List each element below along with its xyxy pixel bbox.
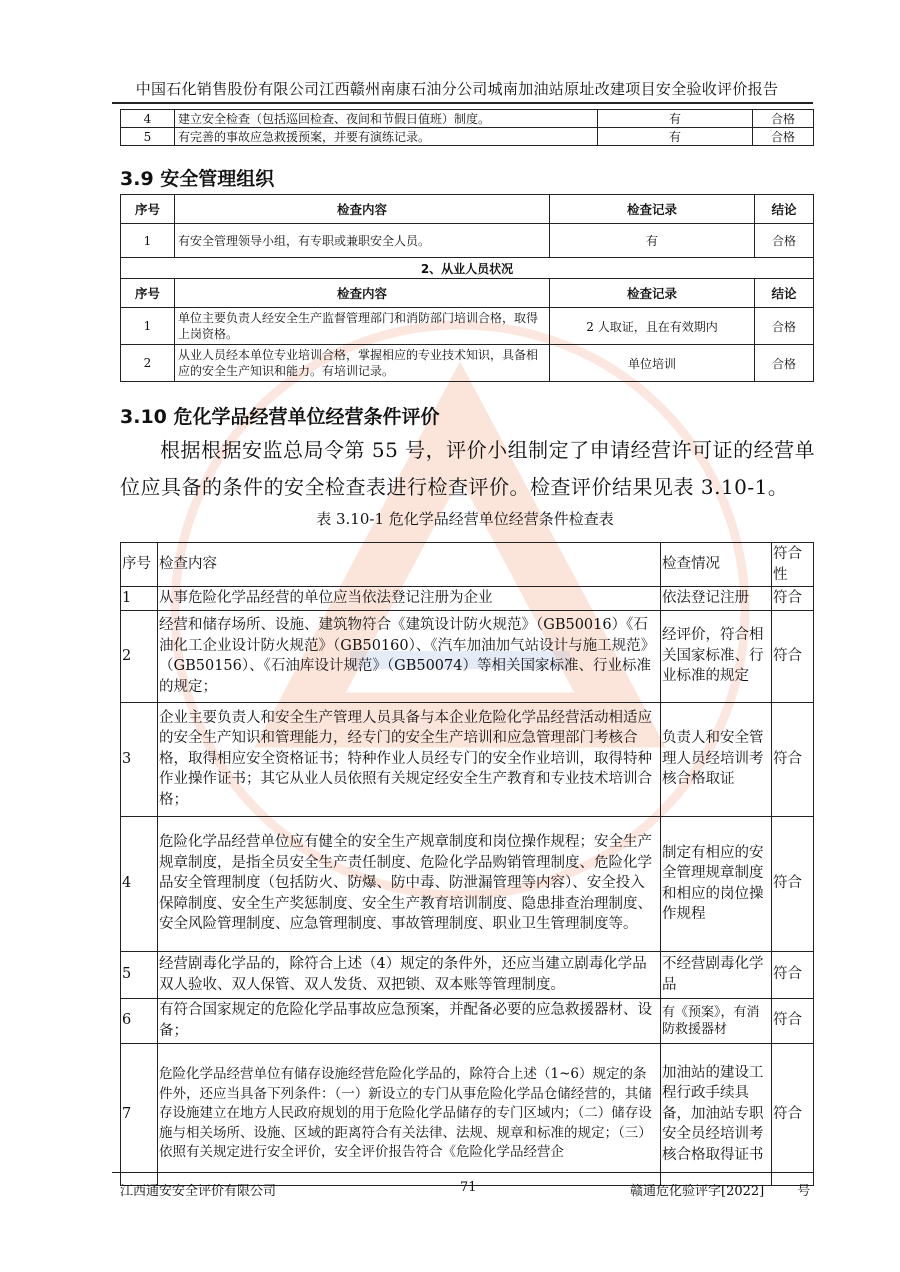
table-caption: 表 3.10-1 危化学品经营单位经营条件检查表 (316, 510, 614, 528)
cell-content: 单位主要负责人经安全生产监督管理部门和消防部门培训合格，取得上岗资格。 (175, 308, 550, 345)
cell-status: 制定有相应的安全管理规章制度和相应的岗位操作规程 (661, 816, 772, 951)
cell-status: 负责人和安全管理人员经培训考核合格取证 (661, 702, 772, 816)
cell-result: 符合 (772, 951, 814, 998)
cell-record: 2 人取证，且在有效期内 (550, 308, 755, 345)
cell-status: 依法登记注册 (661, 587, 772, 611)
cell-no: 1 (121, 308, 175, 345)
cell-no: 4 (121, 110, 175, 128)
cell-result: 符合 (772, 998, 814, 1043)
table-header-row (121, 279, 814, 308)
cell-record: 单位培训 (550, 345, 755, 382)
col-header-no: 序号 (121, 279, 175, 308)
cell-no: 7 (121, 1043, 158, 1185)
col-header-content: 检查内容 (175, 195, 550, 224)
cell-result: 符合 (772, 610, 814, 702)
table-row (121, 998, 814, 1043)
table-row (121, 587, 814, 611)
table-3-10-1 (120, 542, 814, 1186)
col-header-result: 结论 (755, 279, 814, 308)
cell-record: 有 (598, 128, 753, 146)
cell-no: 2 (121, 610, 158, 702)
table-row (121, 816, 814, 951)
cell-content: 有安全管理领导小组，有专职或兼职安全人员。 (175, 224, 550, 258)
table-row (121, 1043, 814, 1185)
footer-page-number: 71 (460, 1180, 477, 1195)
col-header-result: 符合性 (772, 543, 814, 587)
section-3-10-paragraph (120, 432, 820, 506)
table-row (121, 128, 814, 146)
table-prev (120, 109, 814, 146)
cell-result: 合格 (755, 224, 814, 258)
cell-result: 合格 (755, 308, 814, 345)
footer-company: 江西通安安全评价有限公司 (120, 1184, 277, 1199)
col-header-result: 结论 (755, 195, 814, 224)
cell-no: 6 (121, 998, 158, 1043)
cell-no: 5 (121, 128, 175, 146)
cell-status: 不经营剧毒化学品 (661, 951, 772, 998)
col-header-status: 检查情况 (661, 543, 772, 587)
paragraph-text: 根据根据安监总局令第 55 号，评价小组制定了申请经营许可证的经营单位应具备的条件的安全检查表进行检查评价。检查评价结果见表 3.10-1。 (120, 438, 816, 499)
cell-status: 有《预案》，有消防救援器材 (661, 998, 772, 1043)
cell-content: 建立安全检查（包括巡回检查、夜间和节假日值班）制度。 (175, 110, 598, 128)
cell-result: 合格 (753, 128, 814, 146)
col-header-content: 检查内容 (175, 279, 550, 308)
table-row (121, 702, 814, 816)
table-row (121, 951, 814, 998)
table-row (121, 110, 814, 128)
cell-result: 合格 (753, 110, 814, 128)
running-header: 中国石化销售股份有限公司江西赣州南康石油分公司城南加油站原址改建项目安全验收评价报告 (135, 80, 779, 98)
section-3-9-title: 3.9 安全管理组织 (120, 168, 275, 190)
cell-content: 危险化学品经营单位有储存设施经营危险化学品的，除符合上述（1~6）规定的条件外，还应当具备下列条件：（一）新设立的专门从事危险化学品仓储经营的，其储存设施建立在地方人民政府规划的用于危险化学品储存的专门区域内；（二）储存设施与相关场所、设施、区域的距离符合有关法律、法规、规章和标准的规定；（三）依照有关规定进行安全评价，安全评价报告符合《危险化学品经营企 (158, 1043, 661, 1185)
cell-result: 符合 (772, 816, 814, 951)
cell-content: 经营剧毒化学品的，除符合上述（4）规定的条件外，还应当建立剧毒化学品双人验收、双人保管、双人发货、双把锁、双本账等管理制度。 (158, 951, 661, 998)
cell-record: 有 (550, 224, 755, 258)
cell-content: 企业主要负责人和安全生产管理人员具备与本企业危险化学品经营活动相适应的安全生产知识和管理能力，经专门的安全生产培训和应急管理部门考核合格，取得相应安全资格证书；特种作业人员经专门的安全作业培训，取得特种作业操作证书；其它从业人员依照有关规定经安全生产教育和专业技术培训合格； (158, 702, 661, 816)
col-header-content: 检查内容 (158, 543, 661, 587)
section-3-10-title: 3.10 危化学品经营单位经营条件评价 (120, 406, 440, 428)
table-safety-org (120, 194, 814, 382)
cell-no: 4 (121, 816, 158, 951)
cell-content: 有完善的事故应急救援预案，并要有演练记录。 (175, 128, 598, 146)
cell-no: 1 (121, 587, 158, 611)
cell-content: 有符合国家规定的危险化学品事故应急预案，并配备必要的应急救援器材、设备； (158, 998, 661, 1043)
cell-no: 3 (121, 702, 158, 816)
table-subheading-row (121, 258, 814, 279)
table-row (121, 224, 814, 258)
cell-result: 符合 (772, 1043, 814, 1185)
cell-result: 符合 (772, 587, 814, 611)
cell-status: 经评价，符合相关国家标准、行业标准的规定 (661, 610, 772, 702)
col-header-record: 检查记录 (550, 195, 755, 224)
table-row (121, 345, 814, 382)
table-row (121, 610, 814, 702)
subheading-staff: 2、从业人员状况 (121, 258, 814, 279)
table-row (121, 308, 814, 345)
cell-content: 从事危险化学品经营的单位应当依法登记注册为企业 (158, 587, 661, 611)
cell-status: 加油站的建设工程行政手续具备，加油站专职安全员经培训考核合格取得证书 (661, 1043, 772, 1185)
col-header-no: 序号 (121, 195, 175, 224)
table-header-row (121, 543, 814, 587)
cell-record: 有 (598, 110, 753, 128)
footer-rule (112, 1172, 813, 1173)
col-header-record: 检查记录 (550, 279, 755, 308)
cell-content: 经营和储存场所、设施、建筑物符合《建筑设计防火规范》（GB50016）《石油化工企业设计防火规范》（GB50160）、《汽车加油加气站设计与施工规范》（GB50156）、《石油库设计规范》（GB50074）等相关国家标准、行业标准的规定； (158, 610, 661, 702)
cell-result: 符合 (772, 702, 814, 816)
footer-doc-number: 赣通危化验评字[2022] 号 (630, 1184, 811, 1199)
cell-no: 1 (121, 224, 175, 258)
cell-content: 危险化学品经营单位应有健全的安全生产规章制度和岗位操作规程；安全生产规章制度，是指全员安全生产责任制度、危险化学品购销管理制度、危险化学品安全管理制度（包括防火、防爆、防中毒、防泄漏管理等内容）、安全投入保障制度、安全生产奖惩制度、安全生产教育培训制度、隐患排查治理制度、安全风险管理制度、应急管理制度、事故管理制度、职业卫生管理制度等。 (158, 816, 661, 951)
cell-no: 2 (121, 345, 175, 382)
cell-content: 从业人员经本单位专业培训合格，掌握相应的专业技术知识，具备相应的安全生产知识和能力。有培训记录。 (175, 345, 550, 382)
table-header-row (121, 195, 814, 224)
col-header-no: 序号 (121, 543, 158, 587)
header-rule (112, 102, 813, 104)
cell-no: 5 (121, 951, 158, 998)
cell-result: 合格 (755, 345, 814, 382)
